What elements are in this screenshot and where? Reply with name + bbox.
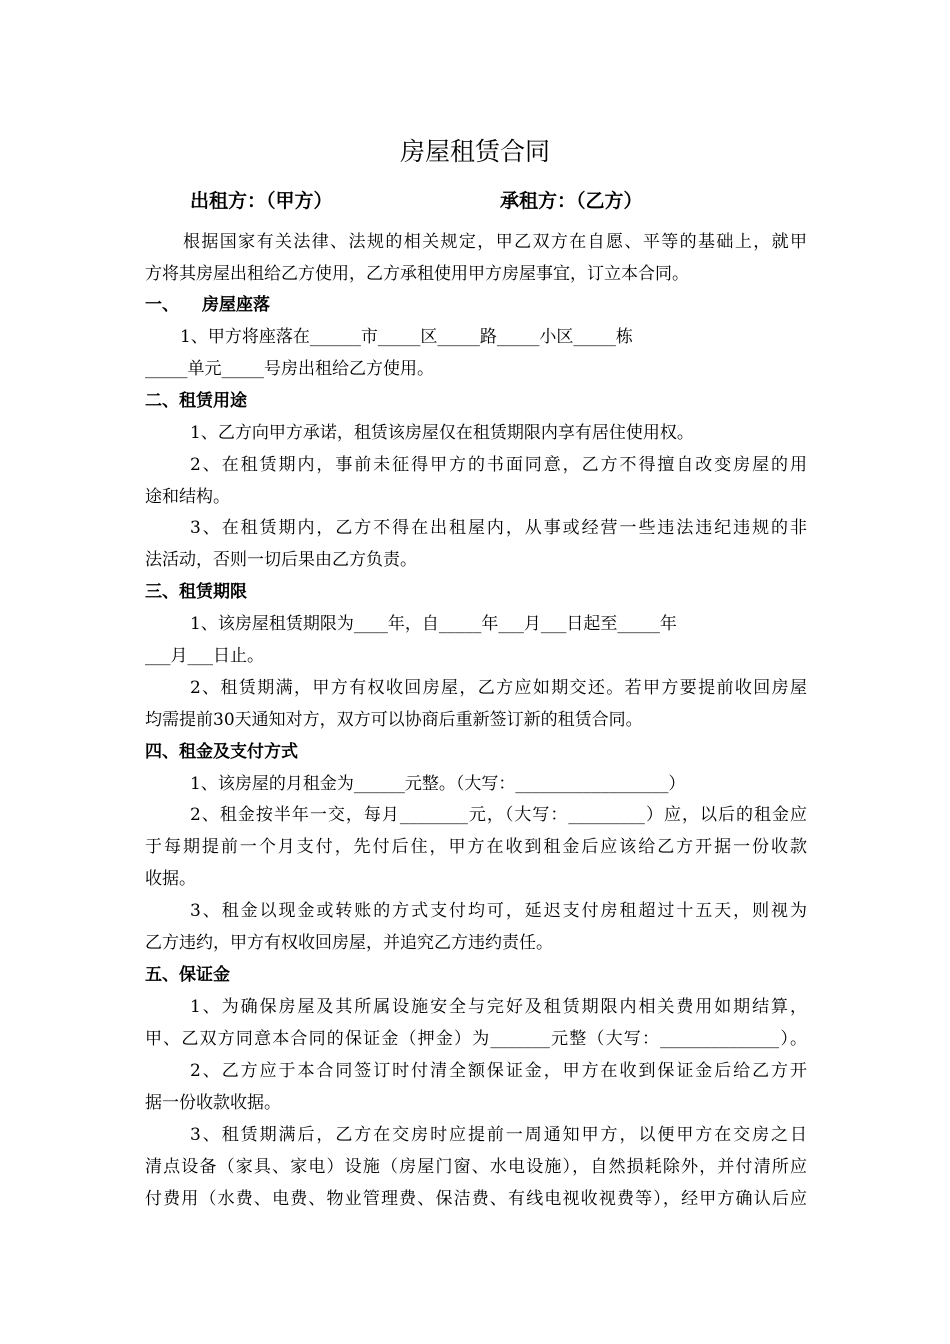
section-1-line-2: _____单元_____号房出租给乙方使用。: [145, 359, 434, 379]
section-2-heading: 二、租赁用途: [145, 391, 247, 411]
section-5-line-7: 付费用（水费、电费、物业管理费、保洁费、有线电视收视费等），经甲方确认后应: [145, 1189, 807, 1209]
section-4-line-2: 2、租金按半年一交，每月________元，（大写：_________）应，以后的租金应: [190, 805, 807, 825]
section-2-line-3: 途和结构。: [145, 487, 230, 507]
section-1-number: 一、: [145, 295, 179, 315]
section-5-line-2: 甲、乙双方同意本合同的保证金（押金）为_______元整（大写：______________）。: [145, 1029, 807, 1049]
section-5-heading: 五、保证金: [145, 965, 230, 985]
lessor-label: 出租方：（甲方）: [190, 190, 333, 212]
section-2-line-5: 法活动，否则一切后果由乙方负责。: [145, 550, 417, 570]
page-title: 房屋租赁合同: [399, 137, 550, 166]
section-4-line-6: 乙方违约，甲方有权收回房屋，并追究乙方违约责任。: [145, 933, 553, 953]
section-4-line-3: 于每期提前一个月支付，先付后住，甲方在收到租金后应该给乙方开据一份收款: [145, 837, 807, 857]
section-1-line-1: 1、甲方将座落在______市_____区_____路_____小区_____栋: [180, 327, 633, 347]
section-4-line-4: 收据。: [145, 869, 196, 889]
section-3-line-3: 2、租赁期满，甲方有权收回房屋，乙方应如期交还。若甲方要提前收回房屋: [190, 678, 807, 698]
section-2-line-4: 3、在租赁期内，乙方不得在出租屋内，从事或经营一些违法违纪违规的非: [190, 518, 807, 538]
section-5-line-6: 清点设备（家具、家电）设施（房屋门窗、水电设施），自然损耗除外，并付清所应: [145, 1157, 807, 1177]
section-5-line-1: 1、为确保房屋及其所属设施安全与完好及租赁期限内相关费用如期结算，: [190, 997, 807, 1017]
section-5-line-4: 据一份收款收据。: [145, 1093, 281, 1113]
section-2-line-1: 1、乙方向甲方承诺，租赁该房屋仅在租赁期限内享有居住使用权。: [190, 423, 694, 443]
intro-line-2: 方将其房屋出租给乙方使用，乙方承租使用甲方房屋事宜，订立本合同。: [145, 264, 689, 284]
section-4-line-1: 1、该房屋的月租金为______元整。（大写：__________________）: [190, 774, 686, 794]
section-1-heading: 房屋座落: [202, 295, 270, 315]
section-5-line-3: 2、乙方应于本合同签订时付清全额保证金，甲方在收到保证金后给乙方开: [190, 1061, 807, 1081]
section-5-line-5: 3、租赁期满后，乙方在交房时应提前一周通知甲方，以便甲方在交房之日: [190, 1125, 807, 1145]
section-3-line-4: 均需提前30天通知对方，双方可以协商后重新签订新的租赁合同。: [145, 710, 643, 730]
lessee-label: 承租方：（乙方）: [500, 190, 643, 212]
section-3-heading: 三、租赁期限: [145, 582, 247, 602]
intro-line-1: 根据国家有关法律、法规的相关规定，甲乙双方在自愿、平等的基础上，就甲: [183, 232, 807, 252]
section-4-line-5: 3、租金以现金或转账的方式支付均可，延迟支付房租超过十五天，则视为: [190, 901, 807, 921]
section-3-line-2: ___月___日止。: [145, 646, 264, 666]
section-4-heading: 四、租金及支付方式: [145, 742, 298, 762]
section-3-line-1: 1、该房屋租赁期限为____年，自_____年___月___日起至_____年: [190, 614, 677, 634]
section-2-line-2: 2、在租赁期内，事前未征得甲方的书面同意，乙方不得擅自改变房屋的用: [190, 455, 807, 475]
